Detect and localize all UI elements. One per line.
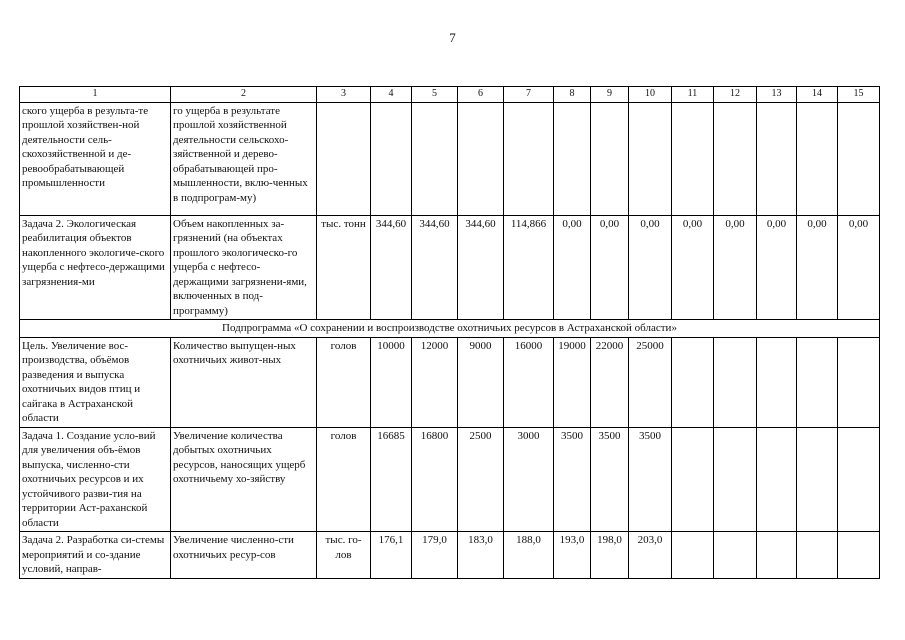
value-cell: 19000: [554, 337, 591, 427]
unit-cell: тыс. тонн: [317, 215, 371, 320]
header-cell: 7: [504, 87, 554, 103]
table-row: [20, 532, 880, 579]
value-cell: 0,00: [591, 215, 629, 320]
value-cell: [504, 102, 554, 215]
value-cell: 193,0: [554, 532, 591, 579]
value-cell: [629, 102, 672, 215]
value-cell: 344,60: [458, 215, 504, 320]
table-row: [20, 215, 880, 320]
table-row: [20, 427, 880, 532]
value-cell: 2500: [458, 427, 504, 532]
value-cell: 0,00: [797, 215, 838, 320]
value-cell: 183,0: [458, 532, 504, 579]
value-cell: [838, 102, 880, 215]
subprogram-title: Подпрограмма «О сохранении и воспроизводстве охотничьих ресурсов в Астраханской области»: [20, 320, 880, 338]
value-cell: 25000: [629, 337, 672, 427]
header-cell: 1: [20, 87, 171, 103]
value-cell: 0,00: [554, 215, 591, 320]
header-cell: 6: [458, 87, 504, 103]
value-cell: [797, 427, 838, 532]
page-number: 7: [449, 30, 456, 45]
value-cell: [797, 532, 838, 579]
value-cell: 114,866: [504, 215, 554, 320]
value-cell: [838, 337, 880, 427]
unit-cell: голов: [317, 427, 371, 532]
indicator-cell: Объем накопленных за-грязнений (на объектах прошлого экологическо-го ущерба с нефтесо-держащими загрязнени-ями, включенных в под-программу): [171, 215, 317, 320]
indicator-cell: Количество выпущен-ных охотничьих живот-ных: [171, 337, 317, 427]
header-cell: 11: [672, 87, 714, 103]
task-cell: Задача 2. Разработка си-стемы мероприятий и со-здание условий, направ-: [20, 532, 171, 579]
value-cell: [797, 102, 838, 215]
unit-cell: тыс. го-лов: [317, 532, 371, 579]
value-cell: 344,60: [371, 215, 412, 320]
value-cell: 10000: [371, 337, 412, 427]
goal-cell: ского ущерба в результа-те прошлой хозяйствен-ной деятельности сель-скохозяйственной и де-ревообрабатывающей промышленности: [20, 102, 171, 215]
value-cell: 188,0: [504, 532, 554, 579]
indicator-cell: Увеличение численно-сти охотничьих ресур-сов: [171, 532, 317, 579]
header-cell: 14: [797, 87, 838, 103]
header-cell: 13: [757, 87, 797, 103]
value-cell: 0,00: [672, 215, 714, 320]
indicators-table: [19, 86, 880, 579]
value-cell: [458, 102, 504, 215]
value-cell: 22000: [591, 337, 629, 427]
header-cell: 9: [591, 87, 629, 103]
value-cell: 0,00: [714, 215, 757, 320]
value-cell: [838, 532, 880, 579]
value-cell: [797, 337, 838, 427]
value-cell: 3500: [554, 427, 591, 532]
table-row: [20, 102, 880, 215]
value-cell: 0,00: [629, 215, 672, 320]
value-cell: 12000: [412, 337, 458, 427]
header-cell: 8: [554, 87, 591, 103]
value-cell: [672, 532, 714, 579]
unit-cell: [317, 102, 371, 215]
subprogram-row: [20, 320, 880, 338]
value-cell: [591, 102, 629, 215]
value-cell: [714, 102, 757, 215]
header-cell: 4: [371, 87, 412, 103]
task-cell: Задача 2. Экологическая реабилитация объектов накопленного экологиче-ского ущерба с нефтесо-держащими загрязнения-ми: [20, 215, 171, 320]
value-cell: [757, 337, 797, 427]
value-cell: 16800: [412, 427, 458, 532]
header-cell: 10: [629, 87, 672, 103]
value-cell: 3500: [591, 427, 629, 532]
header-cell: 3: [317, 87, 371, 103]
value-cell: [371, 102, 412, 215]
value-cell: [838, 427, 880, 532]
table-row: [20, 337, 880, 427]
value-cell: [757, 102, 797, 215]
indicator-cell: го ущерба в результате прошлой хозяйственной деятельности сельскохо-зяйственной и дерево-обрабатывающей про-мышленности, вклю-ченных в подпрограм-му): [171, 102, 317, 215]
value-cell: [672, 427, 714, 532]
header-cell: 2: [171, 87, 317, 103]
header-row: [20, 87, 880, 103]
value-cell: 3500: [629, 427, 672, 532]
value-cell: 16685: [371, 427, 412, 532]
value-cell: 176,1: [371, 532, 412, 579]
value-cell: 344,60: [412, 215, 458, 320]
value-cell: [554, 102, 591, 215]
value-cell: [757, 532, 797, 579]
value-cell: 203,0: [629, 532, 672, 579]
value-cell: [672, 102, 714, 215]
header-cell: 5: [412, 87, 458, 103]
value-cell: 3000: [504, 427, 554, 532]
value-cell: [672, 337, 714, 427]
goal-cell: Цель. Увеличение вос-производства, объёмов разведения и выпуска охотничьих видов птиц и сайгака в Астраханской области: [20, 337, 171, 427]
value-cell: [714, 427, 757, 532]
value-cell: [412, 102, 458, 215]
value-cell: 16000: [504, 337, 554, 427]
value-cell: [714, 337, 757, 427]
value-cell: 0,00: [757, 215, 797, 320]
value-cell: 0,00: [838, 215, 880, 320]
task-cell: Задача 1. Создание усло-вий для увеличения объ-ёмов выпуска, численно-сти охотничьих ресурсов и их устойчивого разви-тия на территории Аст-раханской области: [20, 427, 171, 532]
header-cell: 12: [714, 87, 757, 103]
indicator-cell: Увеличение количества добытых охотничьих ресурсов, наносящих ущерб охотничьему хо-зяйству: [171, 427, 317, 532]
value-cell: [714, 532, 757, 579]
value-cell: [757, 427, 797, 532]
unit-cell: голов: [317, 337, 371, 427]
value-cell: 179,0: [412, 532, 458, 579]
value-cell: 198,0: [591, 532, 629, 579]
header-cell: 15: [838, 87, 880, 103]
value-cell: 9000: [458, 337, 504, 427]
